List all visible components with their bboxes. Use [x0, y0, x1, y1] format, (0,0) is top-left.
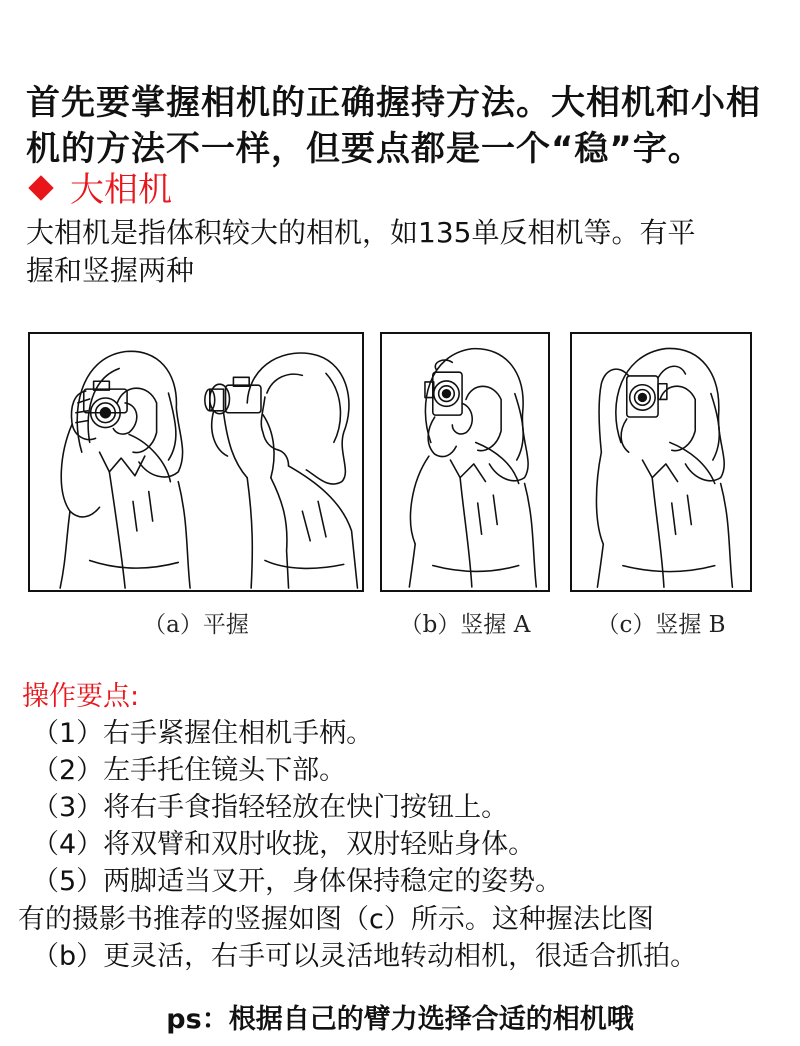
description-line-1: 大相机是指体积较大的相机，如135单反相机等。有平: [26, 216, 696, 249]
tip-item: （1）右手紧握住相机手柄。: [32, 718, 374, 749]
ps-note: ps：根据自己的臂力选择合适的相机哦: [166, 1004, 634, 1035]
intro-line-2: 机的方法不一样，但要点都是一个“稳”字。: [26, 129, 703, 169]
figure-c-caption: （c）竖握 B: [596, 612, 726, 638]
section-title-text: 大相机: [70, 170, 172, 210]
figure-a-caption: （a）平握: [143, 612, 249, 638]
extra-line-1: 有的摄影书推荐的竖握如图（c）所示。这种握法比图: [18, 904, 654, 935]
section-title: [32, 168, 172, 212]
intro-text: [26, 80, 776, 172]
figure-b-panel: [380, 332, 550, 592]
tips-heading: 操作要点:: [22, 681, 140, 712]
tips-list: [32, 715, 562, 900]
tip-item: （4）将双臂和双肘收拢，双肘轻贴身体。: [32, 829, 536, 860]
description-line-2: 握和竖握两种: [26, 254, 195, 287]
intro-line-1: 首先要掌握相机的正确握持方法。大相机和小相: [26, 83, 761, 123]
horizontal-grip-illustration-icon: [30, 334, 362, 590]
tip-item: （5）两脚适当叉开，身体保持稳定的姿势。: [32, 866, 563, 897]
tip-item: （3）将右手食指轻轻放在快门按钮上。: [32, 792, 509, 823]
section-description: [26, 214, 776, 290]
tip-item: （2）左手托住镜头下部。: [32, 755, 347, 786]
extra-note: [18, 901, 788, 975]
extra-line-2: （b）更灵活，右手可以灵活地转动相机，很适合抓拍。: [32, 941, 698, 972]
vertical-grip-a-illustration-icon: [382, 334, 548, 590]
vertical-grip-b-illustration-icon: [572, 334, 750, 590]
diamond-bullet-icon: [28, 175, 53, 200]
figure-a-panel: [28, 332, 364, 592]
figure-b-caption: （b）竖握 A: [399, 612, 531, 638]
figure-c-panel: [570, 332, 752, 592]
